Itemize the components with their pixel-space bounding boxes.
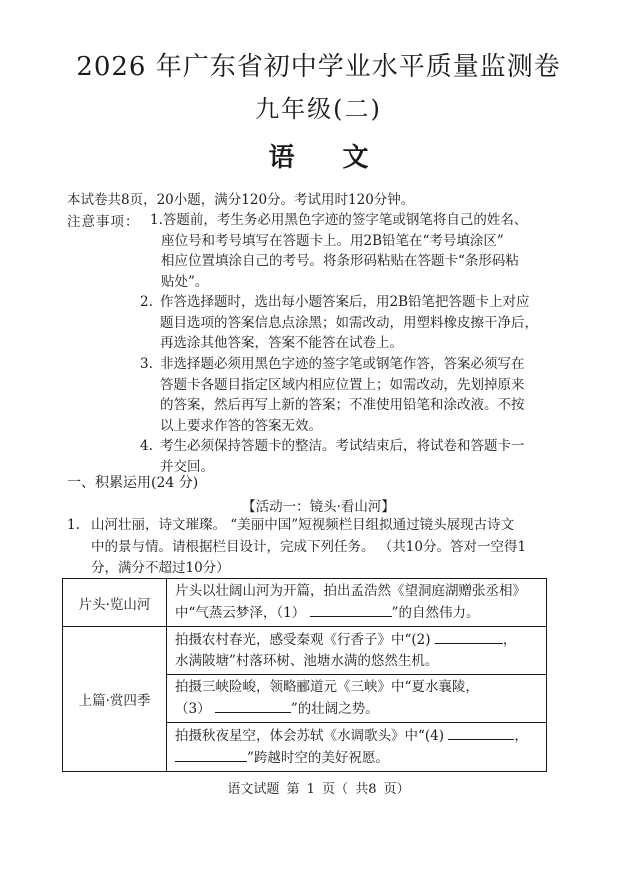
table-cell — [167, 723, 547, 772]
cell-text: ， — [514, 728, 528, 744]
subject-title: 语文 — [268, 143, 417, 173]
answer-blank-4[interactable] — [448, 725, 514, 740]
cell-text: ， — [502, 632, 517, 648]
note-number: 4. — [140, 438, 153, 454]
cell-text: ”的自然伟力。 — [391, 605, 480, 621]
answer-blank-5[interactable] — [175, 747, 247, 762]
question-table — [62, 578, 547, 772]
note-item-1 — [150, 210, 550, 292]
exam-title: 2026 年广东省初中学业水平质量监测卷 — [76, 52, 561, 82]
question-line: 山河壮丽，诗文璀璨。 “美丽中国”短视频栏目组拟通过镜头展现古诗文 — [91, 517, 515, 533]
note-number: 2. — [140, 294, 153, 310]
note-line: 以上要求作答的答案无效。 — [160, 417, 322, 434]
row-label: 片头·览山河 — [63, 579, 167, 627]
table-cell — [167, 579, 547, 627]
answer-blank-2[interactable] — [435, 629, 503, 644]
note-item-2 — [140, 292, 560, 354]
cell-text: 拍摄农村春光，感受秦观《行香子》中“(2) — [175, 632, 431, 648]
table-cell — [167, 627, 547, 675]
activity-heading: 【活动一：镜头·看山河】 — [242, 499, 395, 515]
section-heading: 一、积累运用(24 分) — [67, 475, 199, 491]
row-label: 上篇·赏四季 — [63, 627, 167, 772]
note-item-4 — [140, 436, 560, 477]
note-number: 3. — [140, 356, 153, 372]
note-line: 考生必须保持答题卡的整洁。考试结束后，将试卷和答题卡一 — [160, 438, 525, 454]
note-line: 的答案，然后再写上新的答案；不准使用铅笔和涂改液。不按 — [160, 397, 525, 413]
cell-text: 片头以壮阔山河为开篇，拍出孟浩然《望洞庭湖赠张丞相》 — [175, 583, 526, 599]
question-line: 中的景与情。请根据栏目设计，完成下列任务。 （共10分。答对一空得1 — [91, 538, 527, 555]
note-line: 答题前，考生务必用黑色字迹的签字笔或钢笔将自己的姓名、 — [162, 212, 528, 228]
answer-blank-1[interactable] — [310, 602, 392, 617]
note-line: 非选择题必须用黑色字迹的签字笔或钢笔作答，答案必须写在 — [160, 356, 525, 372]
cell-text: ”的壮阔之势。 — [290, 701, 379, 717]
note-line: 并交回。 — [160, 458, 214, 475]
cell-text: ”跨越时空的美好祝愿。 — [247, 750, 389, 766]
cell-text: 拍摄秋夜星空，体会苏轼《水调歌头》中“(4) — [175, 728, 445, 744]
note-item-3 — [140, 354, 560, 436]
note-line: 题目选项的答案信息点涂黑；如需改动，用塑料橡皮擦干净后， — [160, 314, 538, 331]
question-1 — [67, 515, 557, 580]
note-line: 再选涂其他答案，答案不能答在试卷上。 — [160, 335, 403, 351]
cell-text: 水满陂塘”村落环树、池塘水满的悠然生机。 — [175, 653, 439, 669]
exam-intro: 本试卷共8页，20小题，满分120分。考试用时120分钟。 — [67, 192, 415, 208]
answer-blank-3[interactable] — [215, 698, 291, 713]
question-line: 分，满分不超过10分） — [91, 560, 230, 576]
note-line: 座位号和考号填写在答题卡上。用2B铅笔在“考号填涂区” — [161, 232, 504, 249]
question-number: 1. — [67, 517, 80, 533]
table-cell — [167, 675, 547, 723]
note-line: 作答选择题时，选出每小题答案后，用2B铅笔把答题卡上对应 — [160, 294, 530, 310]
note-number: 1. — [150, 212, 163, 228]
note-line: 相应位置填涂自己的考号。将条形码粘贴在答题卡“条形码粘 — [161, 253, 519, 269]
note-line: 贴处”。 — [161, 273, 209, 290]
cell-text: （3） — [175, 701, 211, 717]
cell-text: 中“气蒸云梦泽，（1） — [175, 605, 306, 621]
notes-label: 注意事项： — [67, 214, 140, 230]
page-footer: 语文试题 第 1 页（ 共8 页） — [227, 782, 410, 797]
cell-text: 拍摄三峡险峻，领略郦道元《三峡》中“夏水襄陵， — [175, 679, 479, 695]
exam-subtitle: 九年级(二) — [255, 95, 382, 123]
note-line: 答题卡各题目指定区域内相应位置上；如需改动，先划掉原来 — [160, 376, 525, 393]
